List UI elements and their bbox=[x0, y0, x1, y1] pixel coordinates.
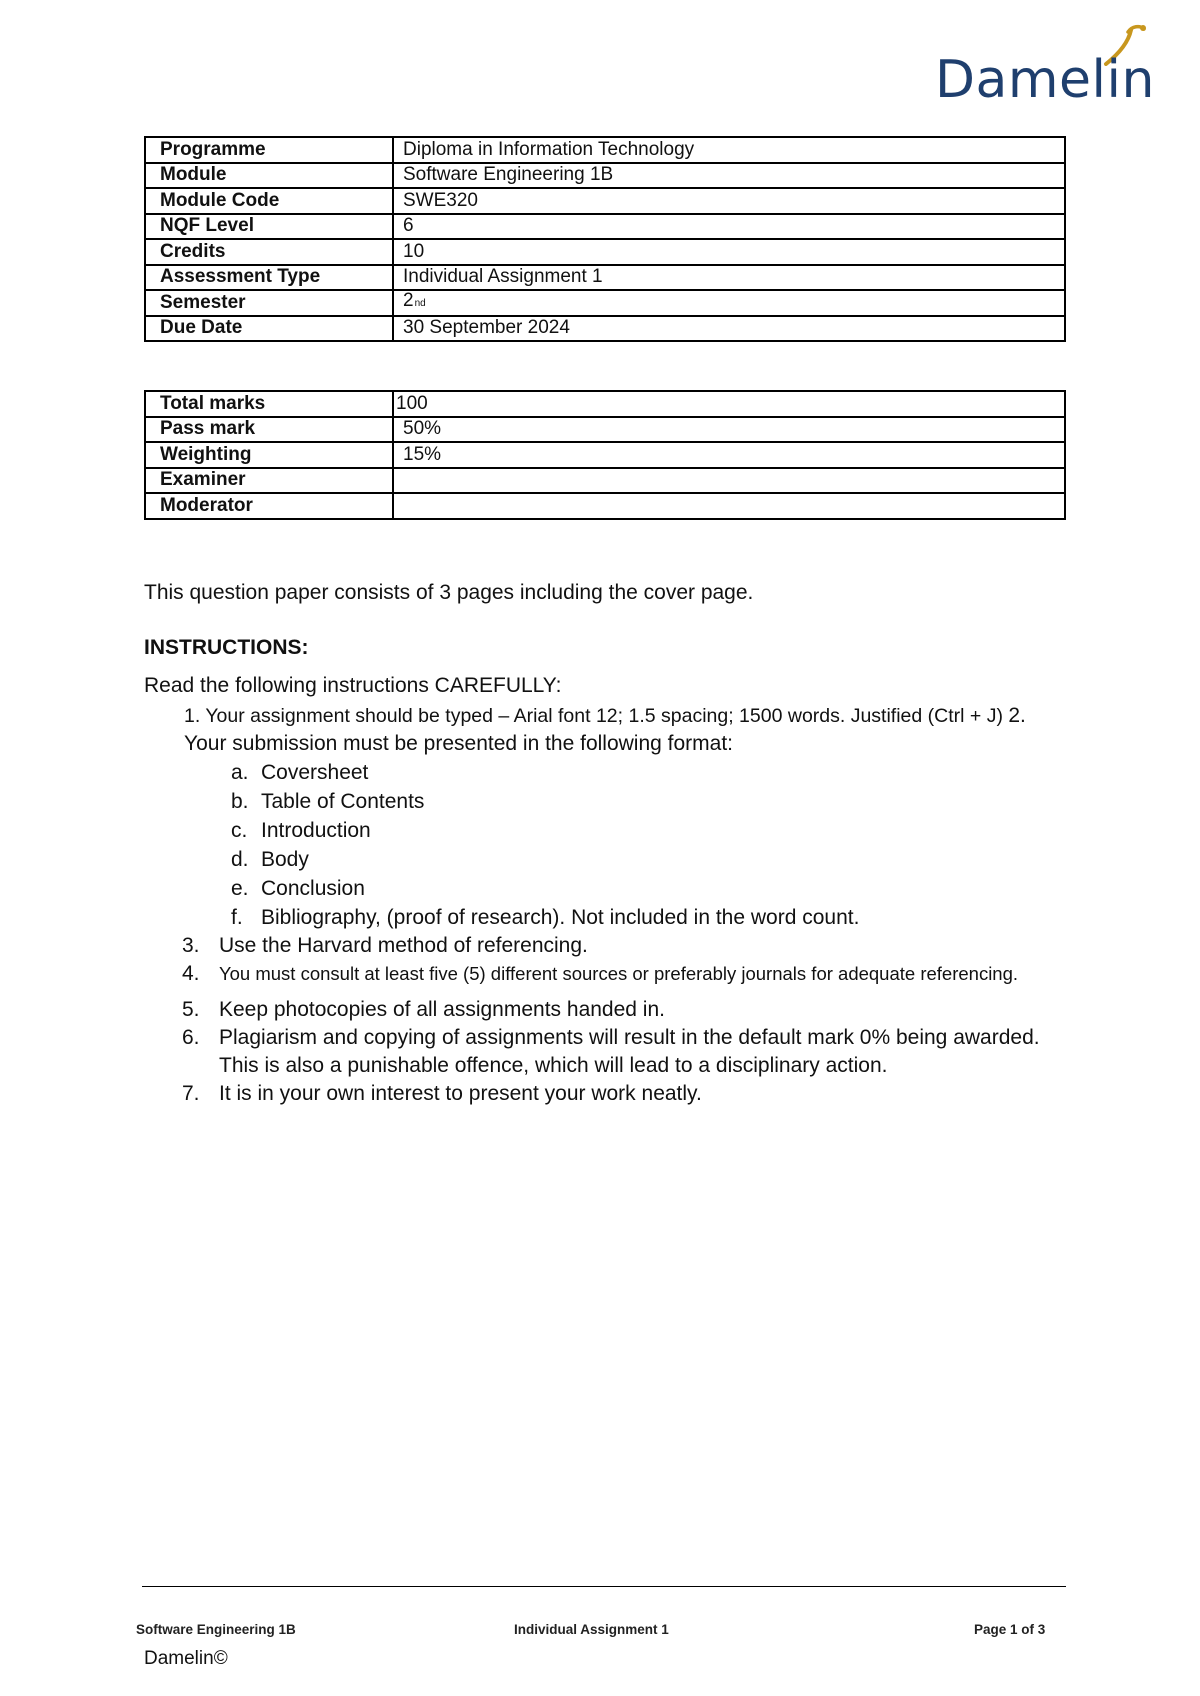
instruction-item-5 bbox=[182, 996, 1079, 1024]
instruction-number: 1. bbox=[184, 705, 201, 727]
row-value: 50% bbox=[393, 417, 1065, 443]
table-row bbox=[145, 417, 1065, 443]
row-label: Examiner bbox=[145, 468, 393, 494]
list-item-text: Conclusion bbox=[261, 877, 365, 900]
row-value: 10 bbox=[393, 239, 1065, 265]
list-item bbox=[231, 903, 859, 932]
instruction-2-text: Your submission must be presented in the following format: bbox=[184, 732, 734, 755]
table-row bbox=[145, 137, 1065, 163]
row-value bbox=[393, 468, 1065, 494]
list-item bbox=[231, 874, 859, 903]
list-marker: b. bbox=[231, 790, 249, 813]
table-row bbox=[145, 493, 1065, 519]
table-row bbox=[145, 442, 1065, 468]
instruction-item-1 bbox=[184, 702, 1084, 758]
list-item bbox=[182, 932, 1079, 960]
semester-suffix: nd bbox=[414, 298, 426, 310]
list-marker: e. bbox=[231, 877, 249, 900]
list-item-text: Bibliography, (proof of research). Not included in the word count. bbox=[261, 906, 860, 929]
row-value: Individual Assignment 1 bbox=[393, 265, 1065, 291]
table-row bbox=[145, 290, 1065, 316]
row-value: Software Engineering 1B bbox=[393, 163, 1065, 189]
table-row bbox=[145, 214, 1065, 240]
instruction-text: You must consult at least five (5) different sources or preferably journals for adequate referencing. bbox=[219, 963, 1019, 984]
row-value: 15% bbox=[393, 442, 1065, 468]
table-row bbox=[145, 265, 1065, 291]
instruction-item-3 bbox=[182, 932, 1079, 960]
list-item-text: Body bbox=[261, 848, 309, 871]
table-row bbox=[145, 188, 1065, 214]
instructions-heading: INSTRUCTIONS: bbox=[144, 636, 309, 659]
instruction-text: Use the Harvard method of referencing. bbox=[219, 934, 588, 957]
footer-divider bbox=[142, 1586, 1066, 1587]
instruction-text: Plagiarism and copying of assignments will result in the default mark 0% being awarded. This is also a punishable offence, which will lead to a disciplinary action. bbox=[219, 1026, 1040, 1077]
row-value: 6 bbox=[393, 214, 1065, 240]
row-label: Programme bbox=[145, 137, 393, 163]
list-item bbox=[231, 758, 859, 787]
damelin-logo bbox=[935, 22, 1180, 112]
instruction-text: Keep photocopies of all assignments handed in. bbox=[219, 998, 665, 1021]
table-row bbox=[145, 239, 1065, 265]
row-label: NQF Level bbox=[145, 214, 393, 240]
table-row bbox=[145, 316, 1065, 342]
instruction-text: It is in your own interest to present your work neatly. bbox=[219, 1082, 702, 1105]
semester-value: 2 bbox=[403, 290, 414, 312]
instruction-number: 7. bbox=[182, 1082, 200, 1105]
row-value bbox=[393, 493, 1065, 519]
list-marker: d. bbox=[231, 848, 249, 871]
footer-page-number: Page 1 of 3 bbox=[974, 1622, 1046, 1637]
list-item bbox=[182, 1024, 1079, 1080]
instruction-number: 5. bbox=[182, 998, 200, 1021]
list-item-text: Coversheet bbox=[261, 761, 369, 784]
row-label: Module bbox=[145, 163, 393, 189]
table-row bbox=[145, 391, 1065, 417]
list-item-text: Introduction bbox=[261, 819, 371, 842]
list-marker: f. bbox=[231, 906, 243, 929]
instruction-text: Your assignment should be typed – Arial font 12; 1.5 spacing; 1500 words. Justified (Ctrl + J) bbox=[205, 705, 1003, 727]
list-marker: a. bbox=[231, 761, 249, 784]
row-label: Due Date bbox=[145, 316, 393, 342]
instruction-item-6 bbox=[182, 1024, 1079, 1080]
footer-module: Software Engineering 1B bbox=[136, 1622, 296, 1637]
list-item bbox=[182, 960, 1079, 988]
row-value: 100 bbox=[393, 391, 1065, 417]
footer-copyright: Damelin© bbox=[144, 1648, 228, 1669]
instruction-number: 4. bbox=[182, 962, 200, 985]
row-label: Module Code bbox=[145, 188, 393, 214]
list-item-text: Table of Contents bbox=[261, 790, 425, 813]
instruction-1-line bbox=[184, 702, 1084, 730]
instruction-number: 6. bbox=[182, 1026, 200, 1049]
row-value: Diploma in Information Technology bbox=[393, 137, 1065, 163]
format-list bbox=[231, 758, 859, 932]
marks-info-table bbox=[144, 390, 1066, 520]
row-label: Assessment Type bbox=[145, 265, 393, 291]
table-row bbox=[145, 163, 1065, 189]
page-count-note: This question paper consists of 3 pages including the cover page. bbox=[144, 581, 754, 604]
row-value: 30 September 2024 bbox=[393, 316, 1065, 342]
logo-wordmark: Damelin bbox=[935, 50, 1155, 110]
row-label: Weighting bbox=[145, 442, 393, 468]
list-item bbox=[231, 816, 859, 845]
instruction-number: 2. bbox=[1008, 704, 1026, 727]
list-marker: c. bbox=[231, 819, 248, 842]
footer-assignment: Individual Assignment 1 bbox=[514, 1622, 669, 1637]
row-label: Semester bbox=[145, 290, 393, 316]
list-item bbox=[182, 1080, 1079, 1108]
list-item bbox=[231, 845, 859, 874]
row-value bbox=[393, 290, 1065, 316]
row-label: Total marks bbox=[145, 391, 393, 417]
row-label: Pass mark bbox=[145, 417, 393, 443]
row-label: Credits bbox=[145, 239, 393, 265]
course-info-table bbox=[144, 136, 1066, 342]
table-row bbox=[145, 468, 1065, 494]
instruction-number: 3. bbox=[182, 934, 200, 957]
row-value: SWE320 bbox=[393, 188, 1065, 214]
list-item bbox=[182, 996, 1079, 1024]
instruction-item-7 bbox=[182, 1080, 1079, 1108]
instructions-lead: Read the following instructions CAREFULLY: bbox=[144, 674, 562, 697]
row-label: Moderator bbox=[145, 493, 393, 519]
list-item bbox=[231, 787, 859, 816]
instruction-item-4 bbox=[182, 960, 1079, 988]
